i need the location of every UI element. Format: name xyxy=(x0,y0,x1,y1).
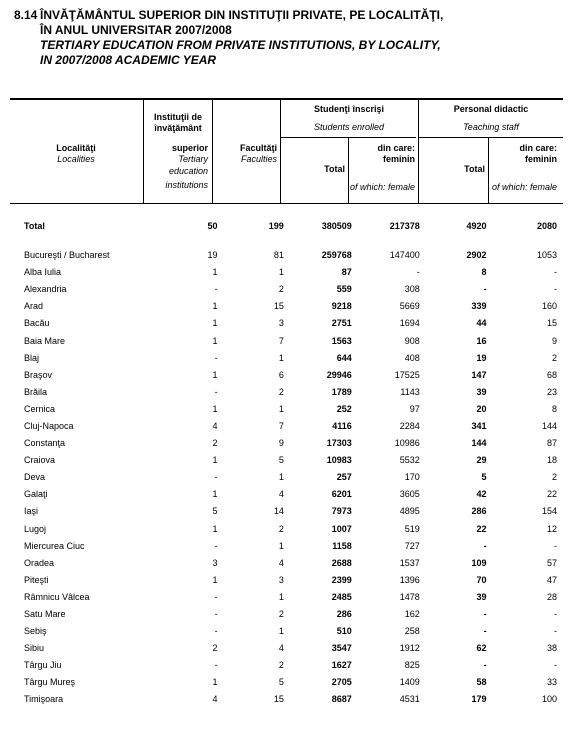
cell-stud: 644 xyxy=(336,352,352,363)
cell-staff_f: 87 xyxy=(546,438,557,449)
cell-stud_f: 3605 xyxy=(399,489,420,500)
cell-fac: 14 xyxy=(273,506,284,517)
cell-inst: 19 xyxy=(207,250,218,261)
cell-inst: 1 xyxy=(212,369,218,380)
cell-staff_f: 47 xyxy=(546,574,557,585)
cell-staff: 147 xyxy=(471,369,487,380)
cell-stud: 2399 xyxy=(331,574,352,585)
table-row xyxy=(10,367,563,384)
cell-fac: 1 xyxy=(278,540,284,551)
cell-staff_f: 23 xyxy=(546,386,557,397)
cell-staff: 5 xyxy=(481,472,487,483)
table-row xyxy=(10,640,563,657)
cell-loc: Sibiu xyxy=(24,643,45,654)
cell-stud_f: 4531 xyxy=(399,694,420,705)
cell-inst: - xyxy=(214,660,218,671)
cell-staff_f: 57 xyxy=(546,557,557,568)
header-bottom-rule xyxy=(10,203,563,204)
cell-stud: 1563 xyxy=(331,335,352,346)
cell-stud: 257 xyxy=(336,472,352,483)
cell-stud_f: 10986 xyxy=(394,438,420,449)
header-inst-ro3: superior xyxy=(171,143,208,153)
cell-stud_f: 308 xyxy=(404,284,420,295)
cell-stud_f: 1409 xyxy=(399,677,420,688)
cell-loc: Arad xyxy=(24,301,44,312)
cell-loc: Timişoara xyxy=(24,694,64,705)
cell-stud_f: 1478 xyxy=(399,591,420,602)
cell-staff: 20 xyxy=(476,403,487,414)
cell-loc: Constanţa xyxy=(24,438,66,449)
cell-stud: 1627 xyxy=(331,660,352,671)
header-staff-female-en: of which: female xyxy=(491,182,557,192)
cell-loc: Total xyxy=(24,220,45,231)
cell-stud_f: 4895 xyxy=(399,506,420,517)
cell-inst: 1 xyxy=(212,301,218,312)
table-row xyxy=(10,606,563,623)
cell-staff: 44 xyxy=(476,318,487,329)
cell-staff_f: 15 xyxy=(546,318,557,329)
cell-staff: - xyxy=(483,626,487,637)
cell-inst: 2 xyxy=(212,643,218,654)
header-students-female-en: of which: female xyxy=(349,182,415,192)
cell-stud: 1158 xyxy=(332,540,352,551)
table-row xyxy=(10,469,563,486)
header-top-rule xyxy=(10,98,563,100)
cell-inst: 50 xyxy=(207,220,218,231)
header-students-female-ro1: din care: xyxy=(377,143,415,153)
cell-stud_f: 2284 xyxy=(399,420,420,431)
cell-staff_f: 144 xyxy=(541,420,557,431)
cell-inst: 1 xyxy=(212,677,218,688)
title-ro-line2: ÎN ANUL UNIVERSITAR 2007/2008 xyxy=(40,23,232,37)
cell-inst: - xyxy=(214,386,218,397)
table-title xyxy=(14,8,570,68)
cell-stud_f: 1694 xyxy=(399,318,420,329)
cell-staff_f: 2 xyxy=(551,352,557,363)
cell-staff_f: - xyxy=(554,267,557,278)
cell-staff_f: 12 xyxy=(546,523,557,534)
cell-fac: 4 xyxy=(278,643,284,654)
table-row xyxy=(10,298,563,315)
cell-loc: Alexandria xyxy=(24,284,67,295)
cell-staff_f: 22 xyxy=(546,489,557,500)
cell-stud: 1789 xyxy=(331,386,352,397)
cell-stud: 2485 xyxy=(331,591,352,602)
cell-loc: Oradea xyxy=(24,557,55,568)
cell-inst: - xyxy=(214,284,218,295)
cell-fac: 15 xyxy=(273,694,284,705)
cell-inst: 1 xyxy=(212,403,218,414)
cell-stud: 559 xyxy=(336,284,352,295)
cell-staff: 179 xyxy=(471,694,487,705)
cell-fac: 199 xyxy=(268,220,284,231)
table-row xyxy=(10,281,563,298)
table-row xyxy=(10,452,563,469)
title-en-line2: IN 2007/2008 ACADEMIC YEAR xyxy=(40,53,217,67)
cell-stud: 10983 xyxy=(326,455,352,466)
cell-staff_f: 33 xyxy=(546,677,557,688)
header-students-en: Students enrolled xyxy=(313,122,385,132)
cell-staff_f: 100 xyxy=(541,694,557,705)
cell-loc: Cernica xyxy=(24,403,56,414)
cell-loc: Blaj xyxy=(24,352,40,363)
header-staff-ro: Personal didactic xyxy=(453,104,529,114)
cell-staff: 144 xyxy=(471,438,487,449)
cell-staff_f: 154 xyxy=(541,506,557,517)
cell-inst: 1 xyxy=(212,455,218,466)
cell-fac: 7 xyxy=(278,335,284,346)
header-students-ro: Studenţi înscrişi xyxy=(313,104,384,114)
cell-stud_f: 1537 xyxy=(399,557,420,568)
cell-fac: 5 xyxy=(278,677,284,688)
table-row xyxy=(10,623,563,640)
cell-stud_f: 162 xyxy=(404,609,420,620)
cell-loc: Râmnicu Vâlcea xyxy=(24,591,90,602)
cell-stud: 3547 xyxy=(331,643,352,654)
header-inst-ro2: învăţământ xyxy=(154,123,202,133)
table-row xyxy=(10,418,563,435)
title-en-line1: TERTIARY EDUCATION FROM PRIVATE INSTITUTIONS, BY LOCALITY, xyxy=(40,38,441,52)
cell-fac: 1 xyxy=(278,403,284,414)
cell-fac: 2 xyxy=(278,386,284,397)
cell-loc: Satu Mare xyxy=(24,609,66,620)
table-row xyxy=(10,350,563,367)
cell-fac: 1 xyxy=(278,472,284,483)
cell-stud_f: 170 xyxy=(404,472,420,483)
cell-loc: Brăila xyxy=(24,386,48,397)
cell-staff: 70 xyxy=(476,574,487,585)
table-row xyxy=(10,401,563,418)
cell-staff_f: - xyxy=(554,660,557,671)
table-row xyxy=(10,332,563,349)
cell-fac: 9 xyxy=(278,438,284,449)
cell-inst: - xyxy=(214,352,218,363)
cell-inst: 1 xyxy=(212,574,218,585)
cell-loc: Piteşti xyxy=(24,574,49,585)
cell-fac: 2 xyxy=(278,609,284,620)
table-row xyxy=(10,657,563,674)
cell-staff_f: 18 xyxy=(546,455,557,466)
total-row xyxy=(10,205,563,247)
header-inst-en3: institutions xyxy=(165,180,208,190)
cell-staff_f: 2 xyxy=(551,472,557,483)
cell-inst: - xyxy=(214,540,218,551)
cell-staff_f: 160 xyxy=(541,301,557,312)
cell-inst: 1 xyxy=(212,318,218,329)
cell-staff: 4920 xyxy=(466,220,487,231)
cell-stud: 380509 xyxy=(321,220,352,231)
header-faculties-en: Faculties xyxy=(240,154,277,164)
header-inst-en1: Tertiary xyxy=(178,154,208,164)
cell-fac: 15 xyxy=(273,301,284,312)
cell-loc: Cluj-Napoca xyxy=(24,420,74,431)
cell-stud_f: 408 xyxy=(404,352,420,363)
cell-fac: 4 xyxy=(278,557,284,568)
cell-loc: Târgu Jiu xyxy=(24,660,62,671)
cell-staff: 16 xyxy=(476,335,487,346)
cell-stud_f: 908 xyxy=(404,335,420,346)
cell-inst: 1 xyxy=(212,267,218,278)
cell-loc: Braşov xyxy=(24,369,53,380)
cell-inst: - xyxy=(214,472,218,483)
data-table xyxy=(10,205,563,709)
cell-fac: 1 xyxy=(278,626,284,637)
header-students-total: Total xyxy=(324,164,345,174)
header-staff-total: Total xyxy=(464,164,485,174)
cell-stud_f: 258 xyxy=(404,626,420,637)
cell-staff: 62 xyxy=(476,643,487,654)
cell-stud: 252 xyxy=(336,403,352,414)
cell-stud_f: 1396 xyxy=(399,574,420,585)
cell-loc: Bacău xyxy=(24,318,50,329)
cell-fac: 1 xyxy=(278,352,284,363)
cell-stud_f: 519 xyxy=(404,523,420,534)
table-row xyxy=(10,521,563,538)
cell-stud: 87 xyxy=(341,267,352,278)
cell-staff_f: 38 xyxy=(546,643,557,654)
cell-inst: 2 xyxy=(212,438,218,449)
cell-staff_f: - xyxy=(554,609,557,620)
cell-stud: 7973 xyxy=(331,506,352,517)
cell-inst: 5 xyxy=(212,506,218,517)
cell-staff: 22 xyxy=(476,523,487,534)
cell-staff: - xyxy=(483,660,487,671)
table-row xyxy=(10,538,563,555)
cell-staff: 39 xyxy=(476,386,487,397)
table-row xyxy=(10,264,563,281)
table-row xyxy=(10,674,563,691)
cell-fac: 1 xyxy=(278,591,284,602)
cell-staff_f: 28 xyxy=(546,591,557,602)
cell-stud: 17303 xyxy=(326,438,352,449)
cell-stud: 2688 xyxy=(331,557,352,568)
cell-inst: 4 xyxy=(212,694,218,705)
cell-staff_f: - xyxy=(554,540,557,551)
staff-subrule xyxy=(418,137,563,138)
cell-fac: 6 xyxy=(278,369,284,380)
header-faculties-ro: Facultăţi xyxy=(239,143,277,153)
cell-staff: 109 xyxy=(471,557,487,568)
cell-stud: 9218 xyxy=(331,301,352,312)
cell-inst: - xyxy=(214,591,218,602)
cell-stud_f: 727 xyxy=(404,540,420,551)
cell-stud_f: 1912 xyxy=(399,643,420,654)
table-row xyxy=(10,315,563,332)
cell-staff: - xyxy=(483,540,487,551)
cell-loc: Miercurea Ciuc xyxy=(24,540,85,551)
cell-loc: Craiova xyxy=(24,455,56,466)
cell-stud: 4116 xyxy=(332,420,352,431)
cell-staff_f: 2080 xyxy=(536,220,557,231)
table-row xyxy=(10,486,563,503)
cell-stud: 510 xyxy=(336,626,352,637)
cell-staff_f: 68 xyxy=(546,369,557,380)
cell-stud: 259768 xyxy=(321,250,352,261)
cell-stud_f: 217378 xyxy=(389,220,420,231)
cell-inst: 1 xyxy=(212,489,218,500)
cell-loc: Alba Iulia xyxy=(24,267,62,278)
header-inst-en2: education xyxy=(168,166,208,176)
cell-loc: Deva xyxy=(24,472,46,483)
cell-staff_f: - xyxy=(554,626,557,637)
cell-staff: 341 xyxy=(471,420,487,431)
cell-stud_f: 5532 xyxy=(399,455,420,466)
cell-fac: 81 xyxy=(273,250,284,261)
table-row xyxy=(10,435,563,452)
cell-inst: 1 xyxy=(212,335,218,346)
cell-stud_f: 97 xyxy=(409,403,420,414)
cell-staff: 2902 xyxy=(466,250,487,261)
cell-loc: Galaţi xyxy=(24,489,48,500)
cell-staff: - xyxy=(483,609,487,620)
cell-fac: 2 xyxy=(278,660,284,671)
cell-fac: 3 xyxy=(278,574,284,585)
cell-stud_f: 1143 xyxy=(400,386,420,397)
cell-staff: 58 xyxy=(476,677,487,688)
cell-fac: 2 xyxy=(278,284,284,295)
cell-staff: 286 xyxy=(471,506,487,517)
cell-inst: - xyxy=(214,626,218,637)
cell-fac: 5 xyxy=(278,455,284,466)
cell-staff_f: - xyxy=(554,284,557,295)
header-inst-ro1: Instituţii de xyxy=(154,112,202,122)
cell-stud: 1007 xyxy=(331,523,352,534)
cell-staff: - xyxy=(483,284,487,295)
cell-loc: Lugoj xyxy=(24,523,47,534)
title-ro-line1 xyxy=(14,8,570,23)
cell-fac: 3 xyxy=(278,318,284,329)
title-ro-text1: ÎNVĂŢĂMÂNTUL SUPERIOR DIN INSTITUŢII PRIVATE, PE LOCALITĂŢI, xyxy=(40,8,444,22)
cell-inst: 1 xyxy=(212,523,218,534)
cell-stud: 8687 xyxy=(331,694,352,705)
cell-staff: 42 xyxy=(476,489,487,500)
cell-stud_f: 825 xyxy=(404,660,420,671)
table-row xyxy=(10,589,563,606)
cell-fac: 1 xyxy=(278,267,284,278)
table-row xyxy=(10,247,563,264)
cell-stud: 2751 xyxy=(331,318,352,329)
cell-loc: Sebiş xyxy=(24,626,47,637)
cell-stud_f: 147400 xyxy=(389,250,420,261)
table-row xyxy=(10,503,563,520)
cell-stud: 29946 xyxy=(326,369,352,380)
cell-inst: 3 xyxy=(212,557,218,568)
cell-inst: - xyxy=(214,609,218,620)
cell-fac: 7 xyxy=(278,420,284,431)
cell-fac: 4 xyxy=(278,489,284,500)
cell-loc: Bucureşti / Bucharest xyxy=(24,250,110,261)
cell-staff_f: 1053 xyxy=(536,250,557,261)
header-staff-female-ro2: feminin xyxy=(524,154,557,164)
cell-stud_f: 5669 xyxy=(399,301,420,312)
table-row xyxy=(10,572,563,589)
header-localities-ro: Localităţi xyxy=(56,143,96,153)
header-localities-en: Localities xyxy=(57,154,95,164)
cell-staff_f: 9 xyxy=(551,335,557,346)
table-row xyxy=(10,384,563,401)
cell-staff: 29 xyxy=(476,455,487,466)
cell-loc: Iaşi xyxy=(24,506,39,517)
cell-staff: 339 xyxy=(471,301,487,312)
cell-stud: 2705 xyxy=(331,677,352,688)
cell-fac: 2 xyxy=(278,523,284,534)
cell-stud: 286 xyxy=(336,609,352,620)
header-students-female-ro2: feminin xyxy=(382,154,415,164)
table-row xyxy=(10,691,563,708)
header-staff-female-ro1: din care: xyxy=(519,143,557,153)
cell-staff: 19 xyxy=(476,352,487,363)
cell-stud: 6201 xyxy=(331,489,352,500)
header-staff-en: Teaching staff xyxy=(463,122,519,132)
cell-inst: 4 xyxy=(212,420,218,431)
table-row xyxy=(10,555,563,572)
cell-stud_f: 17525 xyxy=(394,369,420,380)
cell-staff: 8 xyxy=(481,267,487,278)
cell-loc: Baia Mare xyxy=(24,335,66,346)
table-number: 8.14 xyxy=(14,8,38,22)
cell-loc: Târgu Mureş xyxy=(24,677,76,688)
cell-stud_f: - xyxy=(416,267,420,278)
cell-staff: 39 xyxy=(476,591,487,602)
cell-staff_f: 8 xyxy=(551,403,557,414)
